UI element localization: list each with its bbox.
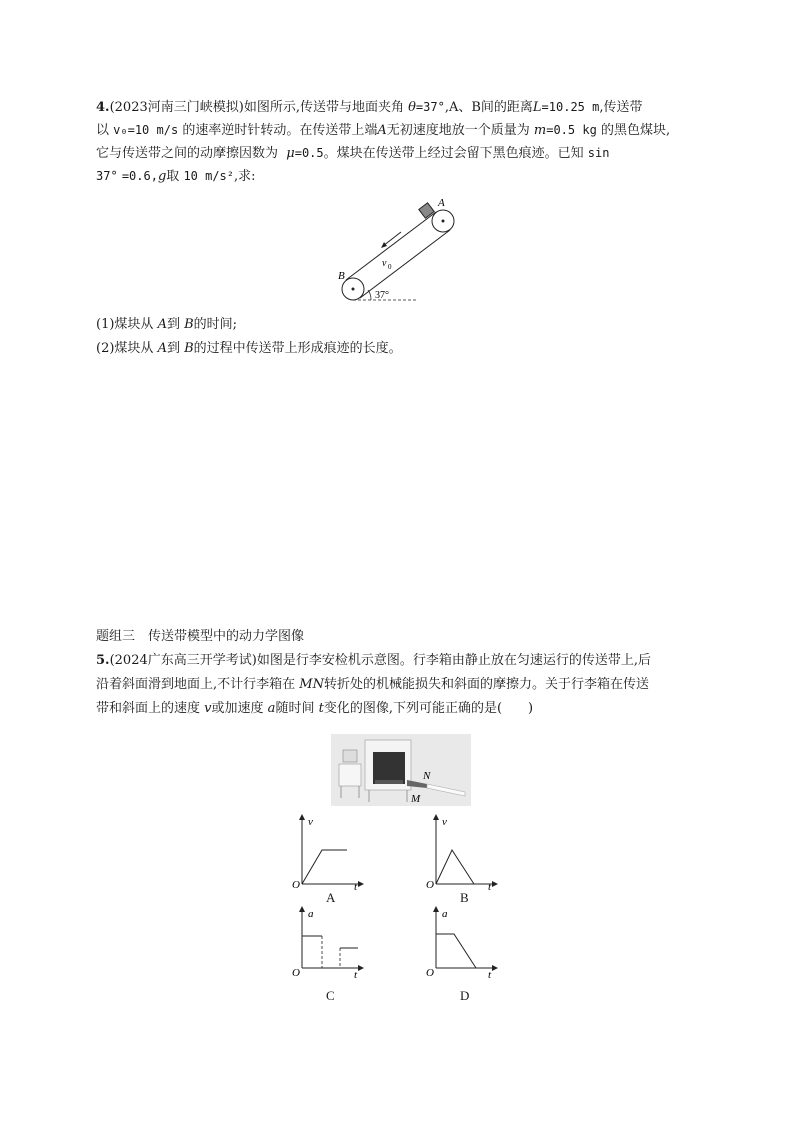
- A-symbol: A: [377, 123, 387, 138]
- x-axis-arrow: [492, 965, 498, 971]
- q4-line3: [96, 142, 609, 165]
- monitor: [343, 750, 357, 762]
- label-M: M: [411, 793, 421, 805]
- a-symbol: a: [267, 701, 276, 716]
- q5-text: 如图是行李安检机示意图。行李箱由静止放在匀速运行的传送带上,后: [256, 653, 651, 668]
- v-symbol: v: [204, 701, 212, 716]
- scanner-tunnel: [373, 752, 405, 784]
- velocity-arrowhead: [381, 242, 387, 248]
- q4-text: 以: [96, 123, 110, 138]
- q4-line2: [96, 119, 670, 142]
- axis-y-label: a: [308, 908, 314, 920]
- option-graph-a: [292, 814, 364, 890]
- q5-text: 随时间: [275, 701, 315, 716]
- L-value: =10.25 m: [541, 100, 600, 114]
- q4-text: 取: [166, 169, 180, 184]
- graph-line: [436, 850, 474, 884]
- q4-line1: [96, 96, 642, 119]
- q4-text: 无初速度地放一个质量为: [386, 123, 530, 138]
- label-v0: v: [382, 258, 387, 269]
- axis-x-label: t: [488, 969, 492, 981]
- sub1-text: 到: [166, 317, 180, 332]
- label-B: B: [338, 270, 345, 282]
- axis-x-label: t: [488, 881, 492, 890]
- angle-text: 37°: [96, 169, 118, 183]
- q5-number: 5.: [96, 653, 110, 668]
- axis-y-label: v: [308, 816, 313, 828]
- q5-text: 变化的图像,下列可能正确的是( ): [323, 701, 534, 716]
- label-angle: 37°: [375, 290, 389, 301]
- q4-line4: [96, 165, 256, 188]
- t-symbol: t: [318, 701, 324, 716]
- q4-number: 4.: [96, 100, 110, 115]
- q4-text: 的黑色煤块,: [600, 123, 671, 138]
- y-axis-arrow: [299, 906, 305, 912]
- mu-symbol: μ: [286, 146, 295, 161]
- mu-value: =0.5: [294, 146, 324, 160]
- group3-title: 题组三 传送带模型中的动力学图像: [96, 629, 305, 644]
- q4-text: ,A、B间的距离: [444, 100, 533, 115]
- origin-label: O: [426, 967, 434, 979]
- B-symbol: B: [184, 341, 194, 356]
- axis-x-label: t: [354, 881, 358, 890]
- scanner-belt: [375, 780, 403, 784]
- option-graph-d: [426, 906, 498, 982]
- option-graph-c: [292, 906, 364, 982]
- option-d-label[interactable]: D: [460, 988, 470, 1003]
- q5-line3: [96, 698, 533, 720]
- q5-text: 转折处的机械能损失和斜面的摩擦力。关于行李箱在传送: [323, 677, 649, 692]
- q4-text: 如图所示,传送带与地面夹角: [243, 100, 404, 115]
- origin-label: O: [426, 879, 434, 890]
- sin-value: =0.6,: [121, 169, 158, 183]
- security-scanner-image: [331, 734, 471, 806]
- q5-text: 带和斜面上的速度: [96, 701, 201, 716]
- belt-bottom-edge: [360, 230, 450, 298]
- graph-line: [436, 934, 476, 968]
- q5-text: 或加速度: [211, 701, 264, 716]
- sub1-text: 的时间;: [193, 317, 238, 332]
- L-symbol: L: [532, 100, 542, 115]
- m-value: =0.5 kg: [546, 123, 597, 137]
- theta-value: =37°: [415, 100, 445, 114]
- v0-value: =10 m/s: [127, 123, 179, 137]
- origin-label: O: [292, 967, 300, 979]
- coal-block: [419, 203, 434, 218]
- q4-text: ,求:: [234, 169, 256, 184]
- label-N: N: [423, 770, 431, 782]
- option-graph-b: [426, 814, 498, 890]
- sub1-text: (1)煤块从: [96, 317, 154, 332]
- x-axis-arrow: [358, 881, 364, 887]
- y-axis-arrow: [433, 814, 439, 820]
- v0-symbol: v₀: [113, 123, 128, 137]
- g-symbol: g: [157, 169, 167, 184]
- sin-text: sin: [587, 146, 610, 160]
- q4-text: 它与传送带之间的动摩擦因数为: [96, 146, 279, 161]
- axis-y-label: a: [442, 908, 448, 920]
- origin-label: O: [292, 879, 300, 890]
- y-axis-arrow: [433, 906, 439, 912]
- conveyor-belt-figure: [335, 196, 465, 308]
- A-symbol: A: [157, 317, 167, 332]
- option-a-label[interactable]: A: [326, 890, 336, 905]
- velocity-arrow: [383, 232, 401, 246]
- g-value: 10 m/s²: [183, 169, 235, 183]
- y-axis-arrow: [299, 814, 305, 820]
- q4-source: (2023河南三门峡模拟): [109, 100, 244, 115]
- theta-symbol: θ: [408, 100, 416, 115]
- graph-line: [302, 850, 347, 884]
- q4-sub2: [96, 338, 402, 360]
- option-b-label[interactable]: B: [460, 890, 469, 905]
- top-pulley-axle: [442, 220, 445, 223]
- label-v0-sub: 0: [388, 263, 392, 271]
- operator-desk: [339, 764, 361, 786]
- axis-y-label: v: [442, 816, 447, 828]
- sub2-text: 的过程中传送带上形成痕迹的长度。: [193, 341, 402, 356]
- q4-text: 。煤块在传送带上经过会留下黑色痕迹。已知: [323, 146, 584, 161]
- label-A: A: [438, 197, 445, 209]
- axis-x-label: t: [354, 969, 358, 981]
- q4-sub1: [96, 314, 237, 336]
- x-axis-arrow: [492, 881, 498, 887]
- m-symbol: m: [533, 123, 547, 138]
- q5-line2: [96, 674, 649, 696]
- bottom-pulley-axle: [352, 288, 355, 291]
- A-symbol: A: [157, 341, 167, 356]
- MN-symbol: MN: [299, 677, 324, 692]
- B-symbol: B: [184, 317, 194, 332]
- q5-source: (2024广东高三开学考试): [109, 653, 257, 668]
- q5-line1: [96, 650, 651, 672]
- q5-text: 沿着斜面滑到地面上,不计行李箱在: [96, 677, 296, 692]
- sub2-text: 到: [166, 341, 180, 356]
- sub2-text: (2)煤块从: [96, 341, 154, 356]
- option-c-label[interactable]: C: [326, 988, 335, 1003]
- x-axis-arrow: [358, 965, 364, 971]
- q4-text: ,传送带: [599, 100, 643, 115]
- q4-text: 的速率逆时针转动。在传送带上端: [182, 123, 378, 138]
